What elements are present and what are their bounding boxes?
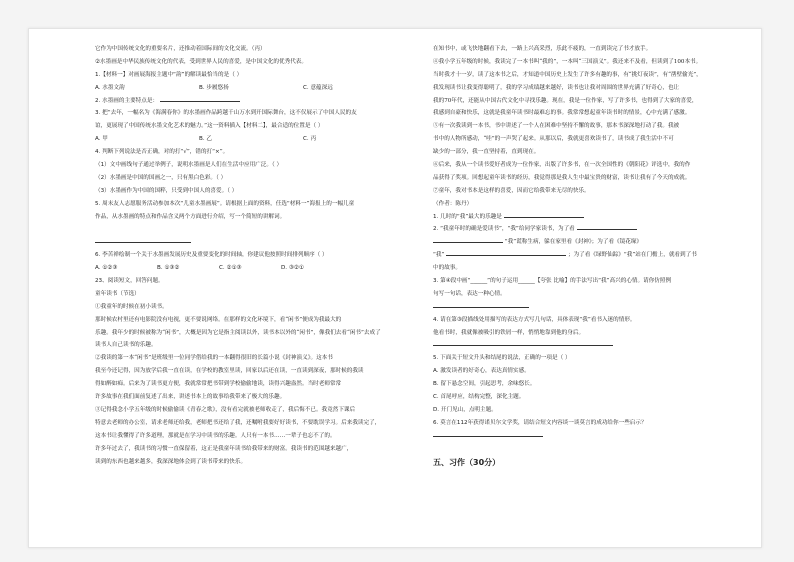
passage-line: ③记得我念小学五年级的时候偷偷读《青春之歌》，没有看完就被老师收走了，我后悔不已。我竟然下课后	[95, 406, 356, 413]
passage-line: 我发现读书让我变得聪明了，我的学习成绩越来越好，读书也让我对周围的世界充满了好奇心，也让	[433, 84, 680, 91]
q3-option-c: C. 丙	[303, 136, 317, 143]
passage-line: 这本书让我懂得了许多道理，那就是在学习中读书的乐趣。人只有一本书……一辈子也忘不了的。	[95, 432, 336, 439]
document-page	[28, 28, 762, 548]
q3-stem: 谊，更展现了中国传统水墨文化艺术的魅力。”这一资料插入【材料二】，最合适的位置是（ ）	[95, 123, 324, 130]
passage-line: 许多故事在我们面前复述了出来，讲述书本上的故事给我带来了极大的乐趣。	[95, 394, 286, 401]
r-q6-stem: 6. 莫言在112年获得诺贝尔文学奖，请结合短文内容谈一谈莫言的成功给你一些启示？	[433, 419, 647, 426]
q6-stem: 6. 李苦禅绘制一个关于水墨画发展历史及重要变化的时间轴，你建议他按照时间排列顺序（ ）	[95, 252, 328, 259]
passage-title: 童年读书（节选）	[95, 290, 140, 297]
r-q4-stem: 4. 请在第③段描线处用描写的表达方式写几句话，具体表现“我”看书入迷的情形。	[433, 316, 636, 323]
q4-item: （3）水墨画作为中国的国粹，只受到中国人的喜爱。（ ）	[95, 187, 238, 194]
passage-line: 那时候农村里还有电影院没有电视，更不要说网络。在那样的文化环境下，看“闲书”便成为我最大的	[95, 316, 342, 323]
q6-options	[95, 262, 417, 275]
answer-blank[interactable]	[433, 430, 543, 437]
answer-blank[interactable]	[160, 95, 240, 102]
passage-line: ②我读的第一本“闲书”是班级里一位同学借给我的一本翻得很旧的长篇小说《封神演义》。这本书	[95, 355, 333, 362]
r-q1-stem: 1. 几时的“我”最大的乐趣是	[433, 211, 755, 224]
passage-line: ④我小学五年级的时候，我读完了一本书叫“我的”，一本叫“三国演义”。我还来不及看，但读到了100本书。	[433, 58, 702, 65]
r-q3-stem: 句写一句话，表达一种心情。	[433, 290, 506, 297]
q3-options	[95, 133, 417, 146]
passage-line: 读书人自己读书的乐趣。	[95, 342, 157, 349]
answer-blank[interactable]	[433, 236, 503, 243]
r-q2-line: “我” ；为了看《绿野仙踪》“我”站在门檐上，就看到了书	[433, 249, 755, 262]
passage-line: 许多年过去了，我读书的习惯一直保留着，这正是我童年读书给我带来的财富。我读书的范围越来越广，	[95, 445, 353, 452]
intro-line: 它作为中国传统文化的重要名片，还推动着国际间的文化交流。（丙）	[95, 46, 266, 52]
intro-line: ②水墨画是中华民族传统文化的代表，受到世界人民的喜爱，是中国文化的优秀代表。	[95, 58, 307, 65]
q3-option-b: B. 乙	[199, 136, 212, 143]
r-q4-stem: 他看书时，我就像被吸引的铁屑一样，悄悄地靠到他的身后。	[433, 329, 585, 336]
q3-stem: 3. 把“去年，一幅名为《海满春你》的水墨画作品跨越千山万水到开国际舞台，这不仅展示了中国人民的友	[95, 110, 357, 117]
passage-line: 缺少的一部分，我一直坚持着，直到现在。	[433, 149, 540, 156]
r-q5-option-a: A. 激发读者的好奇心，表达真情实感。	[433, 368, 530, 375]
q1-option-c: C. 意蕴深远	[303, 84, 333, 91]
answer-blank[interactable]	[577, 223, 637, 230]
passage-line: ⑦童年，我对书本是这样的喜爱，因而它给我带来无尽的快乐。	[433, 187, 590, 194]
answer-blank[interactable]	[504, 211, 584, 218]
q1-stem: 1.【材料一】对画展海报主题中“韵”的解读最恰当的是（ ）	[95, 71, 243, 78]
answer-blank[interactable]	[433, 339, 613, 346]
section-23-heading: 23、阅读短文，回答问题。	[95, 278, 164, 285]
q3-option-a: A. 甲	[95, 136, 108, 143]
r-q5-stem: 5. 下面关于短文升头和结尾的说法，正确的一项是（ ）	[433, 355, 571, 362]
answer-blank[interactable]	[95, 236, 191, 243]
passage-line: ①我童年的时候在初小读书。	[95, 303, 168, 310]
answer-blank[interactable]	[446, 249, 566, 256]
r-q2-line: “我”谎称生病，躲在家里看《封神》；为了看《镜花缘》	[433, 236, 755, 249]
passage-line: 当时我才十一岁，读了这本书之后，才知道中国历史上发生了许多有趣的事，有“挑灯夜读”，有“凿壁偷光”，	[433, 71, 702, 78]
passage-line: 乐趣。我年少的时候被称为“闲书”，大概是因为它是指主阅读以外，读书本以外的“闲书”，像我们去看“闲书”去成了	[95, 329, 381, 336]
passage-line: 我感到自豪和快乐，这就是我童年读书时最难忘的事。我常常想起童年读书时的情景，心中充满了感激。	[433, 110, 691, 117]
passage-line: 书中的人物所感动，“哇”的一声哭了起来。从那以后，我就更喜欢读书了，读书成了我生活中不可	[433, 136, 674, 143]
q1-option-a: A. 水墨文韵	[95, 84, 125, 91]
r-q3-stem: 3. 第④段中画“______”的句子运用______【夸张 比喻】的手法写出“我”高兴的心情。请你仿照例	[433, 278, 672, 285]
q6-option-b: B. ①③②	[157, 265, 180, 272]
passage-line: 品获得了奖项。回想起童年读书的经历，我觉得那是我人生中最宝贵的财富，读书让我有了今天的成就。	[433, 174, 691, 181]
q4-stem: 4. 判断下列说法是否正确，对的打“√”，错的打“×”。	[95, 149, 229, 156]
q5-stem: 作品，从水墨画的特点和作品含义两个方面进行介绍，写一个简短的讲解词。	[95, 213, 286, 220]
q6-option-d: D. ③②①	[281, 265, 304, 272]
passage-source: （作者：陈丹）	[433, 200, 473, 207]
passage-line: 我至今还记得，因为放学后我一直在读，在学校的教室里读，回家以后还在读，一直读到深夜，那时候的我读	[95, 368, 364, 375]
answer-blank[interactable]	[433, 301, 529, 308]
q4-item: （2）水墨画是中国的国画之一，只有黑白色彩。（ ）	[95, 174, 227, 181]
passage-line: 我的70年代，还能从中国古代文化中寻找乐趣。现在，我是一位作家，写了许多书，也得到了大家的喜爱，	[433, 97, 698, 104]
q2-stem: 2. 水墨画的主要特点是：	[95, 95, 417, 108]
section-5-heading: 五、习作（30分）	[433, 457, 501, 467]
passage-line: 读到的东西也越来越多，我深深地体会到了读书带来的快乐。	[95, 458, 247, 465]
left-column	[95, 43, 417, 468]
q1-options	[95, 82, 417, 95]
passage-line: 得如醉如痴。后来为了读书更方便，我就常常把书带到学校偷偷地读，读得兴趣盎然。当时老师常常	[95, 381, 342, 388]
passage-line: ⑤有一次我读到一本书，书中讲述了一个人在困难中坚持不懈的故事，那本书深深地打动了我。我被	[433, 123, 680, 130]
q4-item: （1）文中画线句子通过举例子，说明水墨画是人们在生活中应用广泛。（ ）	[95, 162, 283, 169]
q1-option-b: B. 步履悠扬	[199, 84, 229, 91]
q6-option-c: C. ②①③	[219, 265, 242, 272]
r-q5-option-d: D. 开门见山，点明主题。	[433, 406, 497, 413]
r-q2-stem: 2. “我童年时的确是爱读书”，“我”给同学家读书，为了看	[433, 223, 755, 236]
q5-stem: 5. 周末友人志愿服务活动参加本次“儿童水墨画展”。请根据上面的资料，任选“材料一”海报上的一幅儿童	[95, 200, 355, 207]
r-q5-option-c: C. 首尾呼应，结构完整，深化主题。	[433, 394, 525, 401]
passage-line: ⑥后来，我从一个读书爱好者成为一位作家，出版了许多书，在一次全国性的《朝阳花》评选中，我的作	[433, 162, 691, 169]
passage-line: 特意去老师的办公室，请求老师还给我，老师把书还给了我，还嘱咐我要好好读书，不要耽误学习。后来我读完了，	[95, 419, 381, 426]
r-q5-option-b: B. 留下悬念空间，引起思考，余味悠长。	[433, 381, 536, 388]
right-column	[433, 43, 755, 470]
r-q2-line: 中的故事。	[433, 265, 461, 272]
passage-line: 在知书中，或飞快地翻看下去，一路上兴高采烈，乐此不疲的，一直到读完了书才放手。	[433, 46, 652, 52]
q6-option-a: A. ①②③	[95, 265, 118, 272]
